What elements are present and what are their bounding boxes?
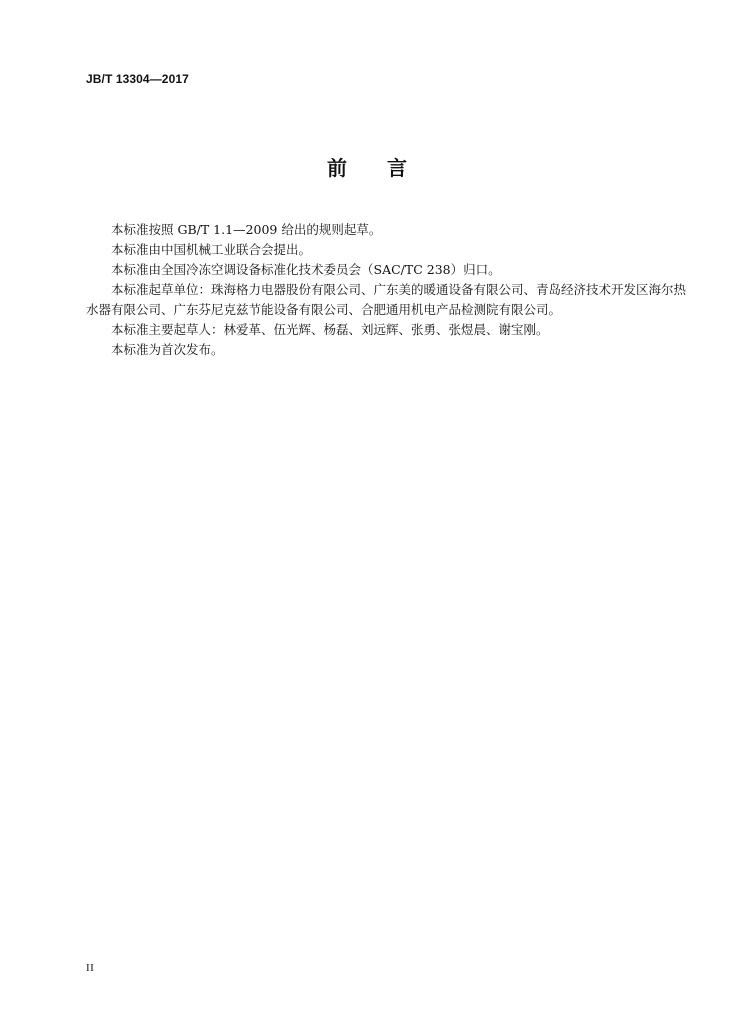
paragraph-proposer: 本标准由中国机械工业联合会提出。 [111,242,312,257]
paragraph-drafting-units: 本标准起草单位：珠海格力电器股份有限公司、广东美的暖通设备有限公司、青岛经济技术开发区海尔热水器有限公司、广东芬尼克兹节能设备有限公司、合肥通用机电产品检测院有限公司。 [86,282,687,317]
page-number: II [86,962,95,974]
paragraph-drafting-rules: 本标准按照 GB/T 1.1—2009 给出的规则起草。 [111,222,382,237]
title-char-1: 前 [327,156,347,180]
paragraph-committee: 本标准由全国冷冻空调设备标准化技术委员会（SAC/TC 238）归口。 [111,262,501,277]
foreword-body [86,220,686,360]
paragraph-first-release: 本标准为首次发布。 [111,342,224,357]
title-char-2: 言 [387,156,407,180]
page-title [0,154,734,182]
standard-code: JB/T 13304—2017 [86,72,189,86]
paragraph-drafters: 本标准主要起草人：林爱革、伍光辉、杨磊、刘远辉、张勇、张煜晨、谢宝刚。 [111,322,549,337]
